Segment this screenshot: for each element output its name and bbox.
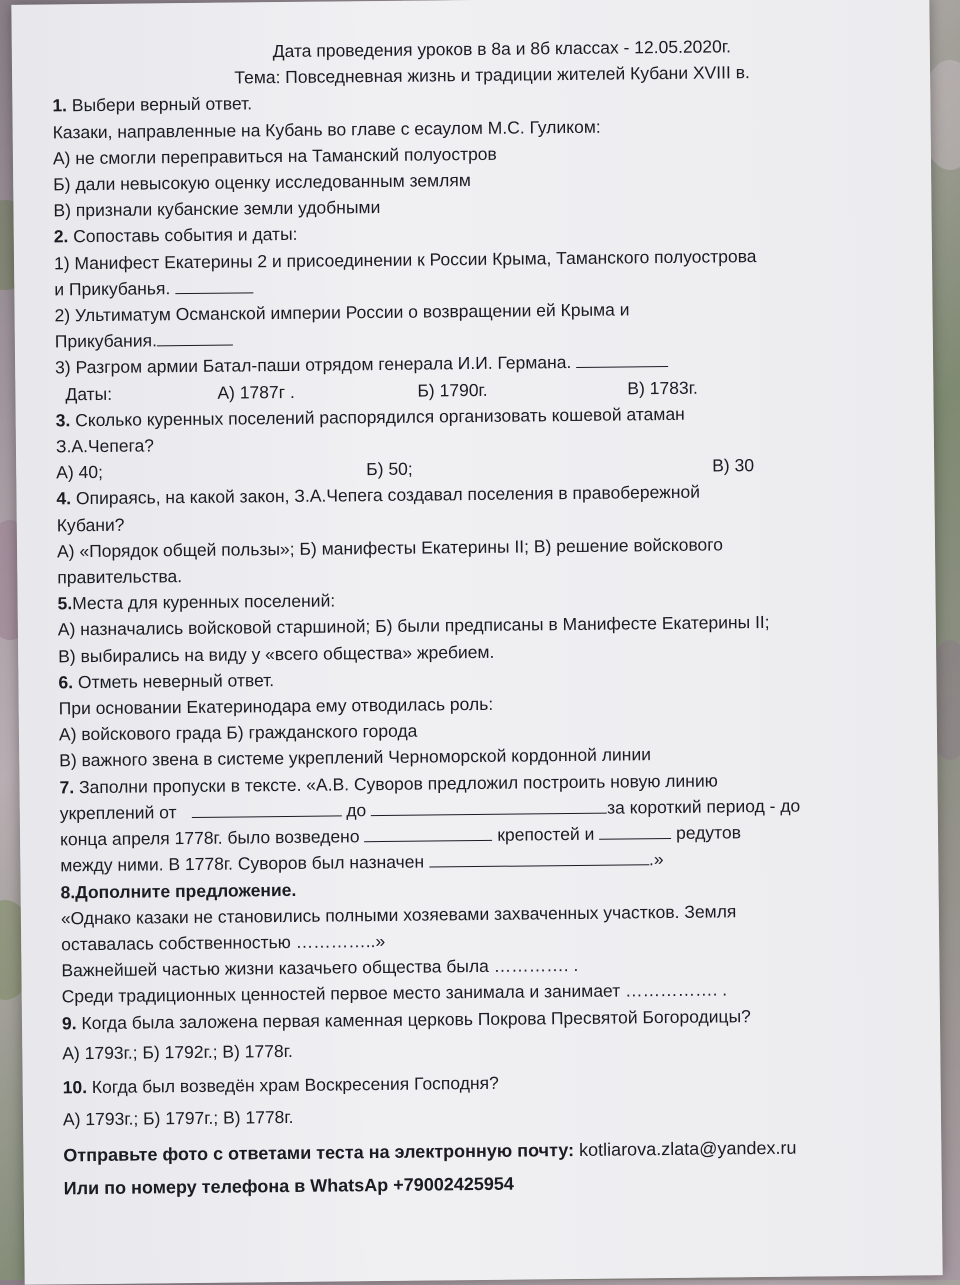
q10-text: Когда был возведён храм Воскресения Господня? — [91, 1072, 499, 1097]
q8-line-3: Важнейшей частью жизни казачьего общества была …………. . — [61, 955, 579, 981]
q7-blank-from[interactable] — [191, 799, 341, 818]
q7-text-3a: конца апреля 1778г. было возведено — [59, 826, 360, 850]
q7-text-2a: укреплений от — [59, 802, 177, 824]
header-topic: Тема: Повседневная жизнь и традиции жителей Кубани XVIII в. — [234, 62, 750, 88]
q3-number: 3. — [55, 410, 71, 431]
q8-line-1: «Однако казаки не становились полными хозяевами захваченных участков. Земля — [60, 901, 737, 929]
q4-number: 4. — [56, 488, 72, 509]
footer-send-label: Отправьте фото с ответами теста на электронную почту: — [63, 1140, 575, 1166]
q5-options-ab: А) назначались войсковой старшиной; Б) были предписаны в Манифесте Екатерины II; — [57, 612, 770, 640]
q10-number: 10. — [62, 1077, 88, 1098]
q9-number: 9. — [61, 1012, 77, 1033]
q8-title: 8.Дополните предложение. — [60, 879, 297, 902]
q3-text: Сколько куренных поселений распорядился организовать кошевой атаман — [75, 403, 685, 431]
q1-question: Казаки, направленные на Кубань во главе с есаулом М.С. Гуликом: — [52, 116, 601, 143]
q2-date-b: Б) 1790г. — [417, 379, 488, 401]
q7-blank-appointed[interactable] — [429, 849, 649, 868]
q1-option-b: Б) дали невысокую оценку исследованным землям — [53, 170, 471, 195]
worksheet-content — [52, 32, 904, 1201]
q8-line-2: оставалась собственностью …………..» — [61, 930, 386, 955]
footer-email: kotliarova.zlata@yandex.ru — [579, 1138, 797, 1161]
q1-option-c: В) признали кубанские земли удобными — [53, 197, 381, 221]
q1-option-a: А) не смогли переправиться на Таманский полуостров — [52, 143, 497, 169]
q10-question — [63, 1065, 903, 1100]
q6-question: При основании Екатеринодара ему отводилась роль: — [58, 693, 494, 719]
q5-number: 5. — [57, 593, 73, 614]
q6-options-ab: А) войскового града Б) гражданского города — [58, 720, 418, 745]
q2-event-2-tail: Прикубания. — [54, 330, 157, 352]
q4-question-cont: Кубани? — [56, 514, 125, 536]
q7-blank-fortresses[interactable] — [364, 824, 492, 842]
q2-date-a: А) 1787г . — [217, 381, 295, 403]
q9-options: А) 1793г.; Б) 1792г.; В) 1778г. — [62, 1040, 293, 1064]
q7-text-4a: между ними. В 1778г. Суворов был назначен — [60, 851, 425, 876]
q3-option-c: В) 30 — [712, 455, 755, 476]
footer-email-line — [63, 1134, 903, 1169]
q7-number: 7. — [59, 776, 75, 798]
q6-title-text: Отметь неверный ответ. — [77, 670, 275, 693]
q2-event-2: 2) Ультиматум Османской империи России о возвращении ей Крыма и — [54, 299, 630, 326]
q7-text-4b: .» — [648, 849, 664, 870]
q4-text: Опираясь, на какой закон, З.А.Чепега создавал поселения в правобережной — [75, 482, 701, 509]
q3-option-b: Б) 50; — [366, 458, 413, 480]
q3-option-a: А) 40; — [56, 462, 104, 483]
q1-number: 1. — [52, 95, 68, 116]
q6-number: 6. — [58, 672, 74, 693]
q2-answer-blank-2[interactable] — [157, 329, 233, 347]
q2-event-1: 1) Манифест Екатерины 2 и присоединении к России Крыма, Таманского полуострова — [53, 245, 757, 274]
q7-text-3c: редутов — [675, 822, 742, 844]
q4-options-cont: правительства. — [57, 566, 183, 588]
q7-blank-to[interactable] — [371, 797, 607, 816]
q7-blank-redoubts[interactable] — [599, 822, 671, 840]
q3-question-cont: З.А.Чепега? — [55, 435, 155, 457]
q2-event-1-tail: и Прикубанья. — [54, 278, 171, 300]
q9-text: Когда была заложена первая каменная церковь Покрова Пресвятой Богородицы? — [81, 1005, 751, 1033]
q1-title-text: Выбери верный ответ. — [71, 93, 253, 116]
q7-text-1: Заполни пропуски в тексте. «А.В. Суворов предложил построить новую линию — [78, 770, 718, 797]
q5-option-c: В) выбирались на виду у «всего общества» жребием. — [58, 641, 495, 667]
q10-options: А) 1793г.; Б) 1797г.; В) 1778г. — [62, 1107, 294, 1130]
q7-text-3b: крепостей и — [497, 823, 595, 845]
q7-text-2b: до — [346, 800, 367, 821]
q4-options: А) «Порядок общей пользы»; Б) манифесты Екатерины II; В) решение войскового — [56, 534, 724, 562]
q6-option-c: В) важного звена в системе укреплений Черноморской кордонной линии — [59, 744, 652, 771]
q8-line-4: Среди традиционных ценностей первое место занимала и занимает ……………. . — [61, 979, 728, 1007]
q2-answer-blank-1[interactable] — [175, 276, 253, 294]
header-date: Дата проведения уроков в 8а и 8б классах - 12.05.2020г. — [272, 36, 732, 62]
q2-dates-label: Даты: — [65, 383, 113, 404]
footer-phone-line: Или по номеру телефона в WhatsAp +79002425954 — [63, 1173, 514, 1198]
q2-event-3-text: 3) Разгром армии Батал-паши отрядом генерала И.И. Германа. — [55, 352, 572, 378]
q7-text-2c: за короткий период - до — [606, 795, 801, 818]
q5-title-text: Места для куренных поселений: — [72, 590, 336, 614]
q2-title-text: Сопоставь события и даты: — [73, 224, 298, 247]
q2-answer-blank-3[interactable] — [576, 350, 668, 368]
q2-date-c: В) 1783г. — [627, 377, 698, 399]
q2-number: 2. — [53, 226, 69, 247]
worksheet-paper — [11, 0, 942, 1285]
